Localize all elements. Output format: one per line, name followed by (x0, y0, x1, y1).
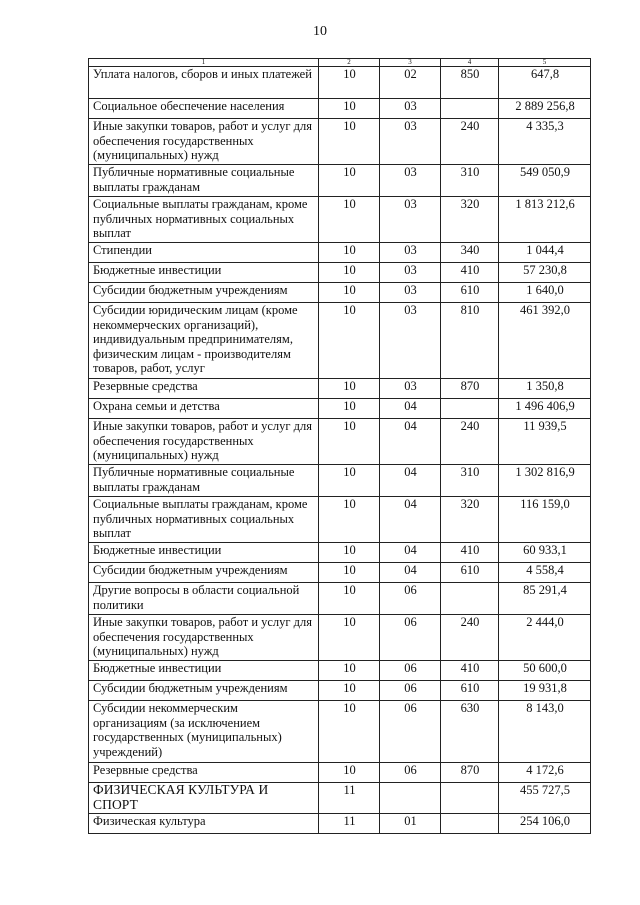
amount: 1 496 406,9 (499, 399, 591, 419)
amount: 455 727,5 (499, 783, 591, 814)
section-code: 10 (319, 165, 380, 197)
row-name: Уплата налогов, сборов и иных платежей (89, 67, 319, 99)
row-name: Субсидии бюджетным учреждениям (89, 563, 319, 583)
row-name: Субсидии юридическим лицам (кроме некоммерческих организаций), индивидуальным предпринимателям, физическим лицам - производителям товаров, работ, услуг (89, 303, 319, 379)
row-name: Субсидии бюджетным учреждениям (89, 681, 319, 701)
table-row (89, 543, 591, 563)
table-row (89, 243, 591, 263)
amount: 8 143,0 (499, 701, 591, 763)
subsection-code (380, 783, 441, 814)
table-row (89, 99, 591, 119)
section-code: 10 (319, 563, 380, 583)
section-code: 10 (319, 419, 380, 465)
subsection-code: 04 (380, 543, 441, 563)
table-row (89, 399, 591, 419)
subsection-code: 02 (380, 67, 441, 99)
table-row (89, 814, 591, 834)
expense-type-code: 320 (441, 197, 499, 243)
subsection-code: 03 (380, 165, 441, 197)
table-row (89, 763, 591, 783)
expense-type-code (441, 583, 499, 615)
expense-type-code: 340 (441, 243, 499, 263)
row-name: Иные закупки товаров, работ и услуг для обеспечения государственных (муниципальных) нужд (89, 419, 319, 465)
table-row (89, 165, 591, 197)
table-row (89, 119, 591, 165)
amount: 1 302 816,9 (499, 465, 591, 497)
section-code: 10 (319, 465, 380, 497)
row-name: Субсидии некоммерческим организациям (за исключением государственных (муниципальных) учреждений) (89, 701, 319, 763)
expense-type-code: 410 (441, 543, 499, 563)
expense-type-code: 240 (441, 615, 499, 661)
row-name: Другие вопросы в области социальной политики (89, 583, 319, 615)
column-header: 5 (499, 59, 591, 67)
amount: 50 600,0 (499, 661, 591, 681)
column-header: 4 (441, 59, 499, 67)
table-row (89, 303, 591, 379)
subsection-code: 04 (380, 563, 441, 583)
row-name: Резервные средства (89, 763, 319, 783)
table-row (89, 497, 591, 543)
expense-type-code: 850 (441, 67, 499, 99)
table-row (89, 661, 591, 681)
table-row (89, 615, 591, 661)
row-name: Публичные нормативные социальные выплаты гражданам (89, 465, 319, 497)
subsection-code: 03 (380, 243, 441, 263)
subsection-code: 04 (380, 419, 441, 465)
expense-type-code: 630 (441, 701, 499, 763)
row-name: Резервные средства (89, 379, 319, 399)
expense-type-code: 310 (441, 165, 499, 197)
expense-type-code: 240 (441, 119, 499, 165)
amount: 1 813 212,6 (499, 197, 591, 243)
subsection-code: 06 (380, 763, 441, 783)
amount: 4 335,3 (499, 119, 591, 165)
budget-table (88, 58, 591, 834)
amount: 2 889 256,8 (499, 99, 591, 119)
page-number: 10 (313, 24, 327, 39)
section-code: 10 (319, 583, 380, 615)
expense-type-code: 810 (441, 303, 499, 379)
row-name: Иные закупки товаров, работ и услуг для обеспечения государственных (муниципальных) нужд (89, 615, 319, 661)
section-code: 10 (319, 661, 380, 681)
section-code: 10 (319, 263, 380, 283)
table-row (89, 67, 591, 99)
expense-type-code: 410 (441, 263, 499, 283)
section-code: 10 (319, 615, 380, 661)
section-code: 10 (319, 701, 380, 763)
row-name: Бюджетные инвестиции (89, 263, 319, 283)
amount: 2 444,0 (499, 615, 591, 661)
table-row (89, 701, 591, 763)
row-name: Социальные выплаты гражданам, кроме публичных нормативных социальных выплат (89, 497, 319, 543)
section-code: 10 (319, 379, 380, 399)
expense-type-code (441, 783, 499, 814)
amount: 60 933,1 (499, 543, 591, 563)
column-header: 3 (380, 59, 441, 67)
expense-type-code: 610 (441, 681, 499, 701)
table-row (89, 283, 591, 303)
section-code: 10 (319, 497, 380, 543)
subsection-code: 06 (380, 615, 441, 661)
row-name: Физическая культура (89, 814, 319, 834)
subsection-code: 06 (380, 661, 441, 681)
row-name: Иные закупки товаров, работ и услуг для обеспечения государственных (муниципальных) нужд (89, 119, 319, 165)
amount: 11 939,5 (499, 419, 591, 465)
expense-type-code: 410 (441, 661, 499, 681)
subsection-code: 03 (380, 99, 441, 119)
subsection-code: 03 (380, 379, 441, 399)
expense-type-code: 240 (441, 419, 499, 465)
section-code: 10 (319, 763, 380, 783)
subsection-code: 03 (380, 303, 441, 379)
amount: 1 640,0 (499, 283, 591, 303)
row-name: Социальное обеспечение населения (89, 99, 319, 119)
table-row (89, 583, 591, 615)
column-header: 2 (319, 59, 380, 67)
row-name: Охрана семьи и детства (89, 399, 319, 419)
amount: 1 044,4 (499, 243, 591, 263)
subsection-code: 03 (380, 263, 441, 283)
amount: 254 106,0 (499, 814, 591, 834)
expense-type-code (441, 399, 499, 419)
amount: 85 291,4 (499, 583, 591, 615)
column-header: 1 (89, 59, 319, 67)
section-code: 10 (319, 681, 380, 701)
subsection-code: 01 (380, 814, 441, 834)
amount: 4 172,6 (499, 763, 591, 783)
section-code: 11 (319, 783, 380, 814)
section-code: 10 (319, 283, 380, 303)
amount: 647,8 (499, 67, 591, 99)
row-name: Бюджетные инвестиции (89, 543, 319, 563)
row-name: Бюджетные инвестиции (89, 661, 319, 681)
expense-type-code: 610 (441, 563, 499, 583)
row-name: Стипендии (89, 243, 319, 263)
expense-type-code: 870 (441, 379, 499, 399)
subsection-code: 04 (380, 465, 441, 497)
amount: 549 050,9 (499, 165, 591, 197)
row-name: Публичные нормативные социальные выплаты гражданам (89, 165, 319, 197)
table-row (89, 465, 591, 497)
amount: 116 159,0 (499, 497, 591, 543)
section-code: 10 (319, 543, 380, 563)
expense-type-code: 320 (441, 497, 499, 543)
section-code: 10 (319, 399, 380, 419)
row-name: Субсидии бюджетным учреждениям (89, 283, 319, 303)
subsection-code: 03 (380, 197, 441, 243)
amount: 461 392,0 (499, 303, 591, 379)
amount: 1 350,8 (499, 379, 591, 399)
expense-type-code: 310 (441, 465, 499, 497)
row-name: Социальные выплаты гражданам, кроме публичных нормативных социальных выплат (89, 197, 319, 243)
section-code: 10 (319, 243, 380, 263)
subsection-code: 06 (380, 681, 441, 701)
section-code: 10 (319, 303, 380, 379)
section-code: 10 (319, 119, 380, 165)
column-number-row (89, 59, 591, 67)
table-row (89, 783, 591, 814)
subsection-code: 04 (380, 399, 441, 419)
subsection-code: 06 (380, 701, 441, 763)
expense-type-code (441, 814, 499, 834)
amount: 4 558,4 (499, 563, 591, 583)
table-row (89, 197, 591, 243)
section-code: 10 (319, 99, 380, 119)
row-name: ФИЗИЧЕСКАЯ КУЛЬТУРА И СПОРТ (89, 783, 319, 814)
subsection-code: 03 (380, 283, 441, 303)
section-code: 10 (319, 67, 380, 99)
table-row (89, 419, 591, 465)
expense-type-code (441, 99, 499, 119)
subsection-code: 04 (380, 497, 441, 543)
table-row (89, 563, 591, 583)
section-code: 10 (319, 197, 380, 243)
expense-type-code: 870 (441, 763, 499, 783)
subsection-code: 06 (380, 583, 441, 615)
amount: 57 230,8 (499, 263, 591, 283)
amount: 19 931,8 (499, 681, 591, 701)
table-row (89, 379, 591, 399)
subsection-code: 03 (380, 119, 441, 165)
table-row (89, 263, 591, 283)
expense-type-code: 610 (441, 283, 499, 303)
table-row (89, 681, 591, 701)
section-code: 11 (319, 814, 380, 834)
